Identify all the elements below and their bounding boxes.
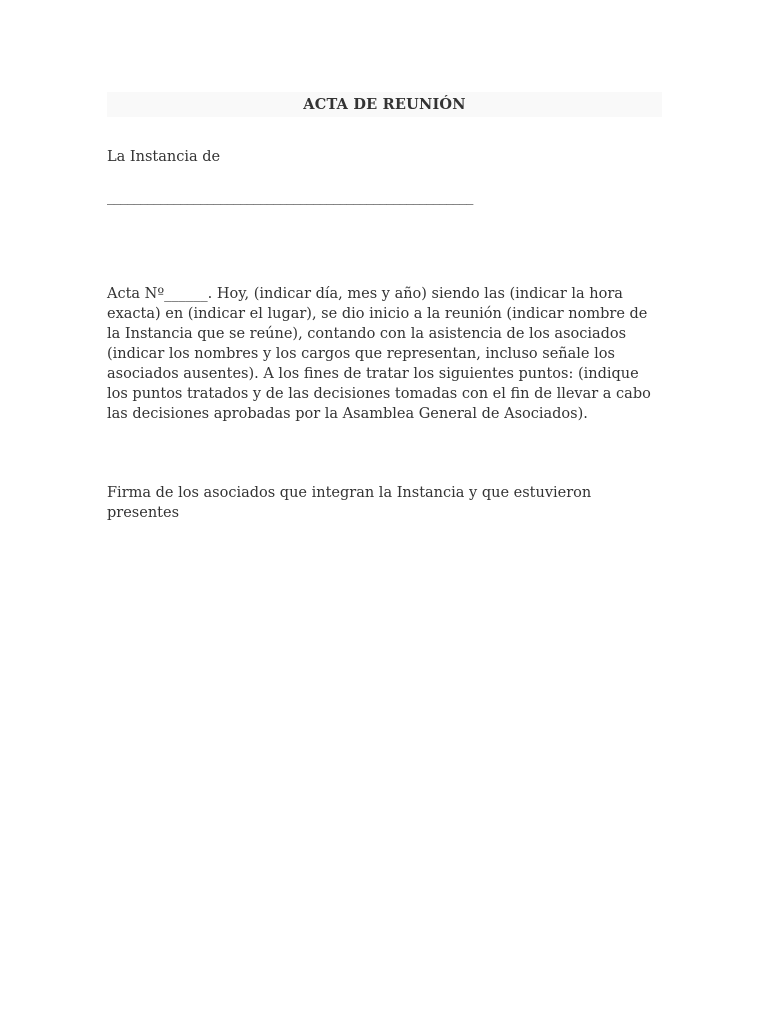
title-bar [107, 92, 662, 117]
instancia-blank-line: _______________________________________________________ [107, 189, 473, 205]
firma-paragraph: Firma de los asociados que integran la Instancia y que estuvieron presentes [107, 485, 592, 521]
instancia-label: La Instancia de [107, 149, 221, 165]
document-title: ACTA DE REUNIÓN [303, 96, 466, 113]
acta-paragraph: Acta Nº______. Hoy, (indicar día, mes y año) siendo las (indicar la hora exacta) en (indicar el lugar), se dio inicio a la reunión (indicar nombre de la Instancia que se reúne), contando con la asistencia de los asociados (indicar los nombres y los cargos que representan, incluso señale los asociados ausentes). A los fines de tratar los siguientes puntos: (indique los puntos tratados y de las decisiones tomadas con el fin de llevar a cabo las decisiones aprobadas por la Asamblea General de Asociados). [107, 286, 651, 422]
